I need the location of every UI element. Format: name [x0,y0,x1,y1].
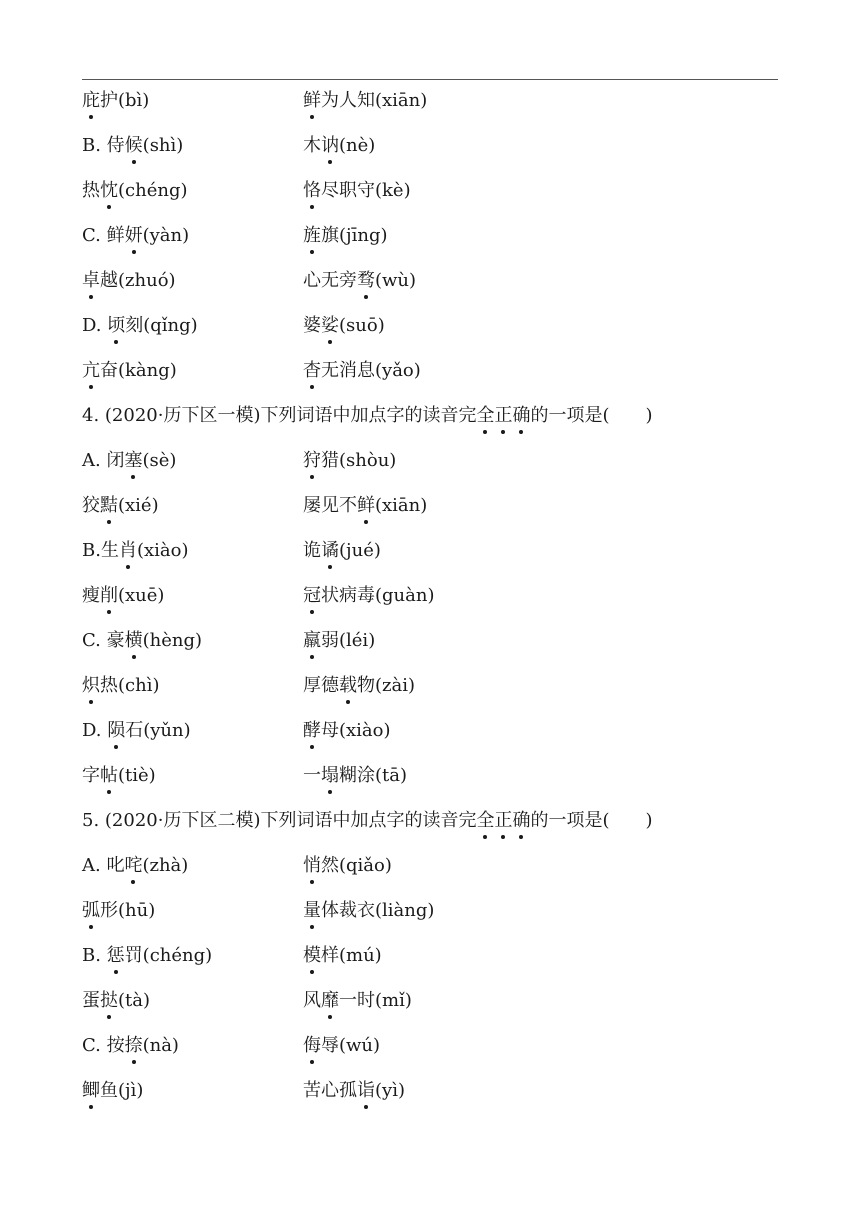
dotted-char: 确 [512,401,530,431]
right-word [303,311,385,341]
text-run: 苦心孤 [303,1080,357,1101]
text-run: (suō) [339,315,385,336]
dotted-char: 狩 [303,446,321,476]
right-word [303,356,421,386]
text-run: 体裁衣(liàng) [321,900,435,921]
text-run: C. 鲜 [82,225,125,246]
text-run: 物(zài) [357,675,416,696]
text-run: B. [82,945,107,966]
text-run: (sè) [142,450,177,471]
text-run: (shì) [142,135,184,156]
right-word [303,446,396,476]
left-word [82,446,176,476]
text-run: B. 侍 [82,135,125,156]
dotted-char: 黠 [100,491,118,521]
dotted-char: 悄 [303,851,321,881]
question-text [82,401,653,431]
right-word [303,491,427,521]
dotted-char: 鲜 [303,86,321,116]
text-run: A. 闭 [82,450,125,471]
right-word [303,1076,405,1106]
dotted-char: 讷 [321,131,339,161]
left-word [82,1031,179,1061]
text-run: 字 [82,765,100,786]
text-run: 热(chì) [100,675,160,696]
dotted-char: 咤 [124,851,142,881]
dotted-char: 靡 [321,986,339,1016]
text-run: 无消息(yǎo) [321,360,421,381]
dotted-char: 载 [339,671,357,701]
dotted-char: 杳 [303,356,321,386]
text-run: 瘦 [82,585,100,606]
text-run: 辱(wú) [321,1035,381,1056]
right-word [303,626,375,656]
text-run: 奋(kàng) [100,360,177,381]
dotted-char: 冠 [303,581,321,611]
dotted-char: 旌 [303,221,321,251]
text-run: 旗(jīng) [321,225,388,246]
text-run: 4. (2020·历下区一模)下列词语中加点字的读音完 [82,405,477,426]
dotted-char: 正 [494,806,512,836]
text-run: 护(bì) [100,90,150,111]
text-run: 石(yǔn) [125,720,191,741]
header-rule [82,79,778,80]
text-run: 越(zhuó) [100,270,176,291]
text-run: 木 [303,135,321,156]
dotted-char: 侮 [303,1031,321,1061]
text-run: 母(xiào) [321,720,391,741]
dotted-char: 羸 [303,626,321,656]
left-word [82,716,191,746]
dotted-char: 庇 [82,86,100,116]
right-word [303,221,388,251]
dotted-char: 惩 [107,941,125,971]
text-run: 婆 [303,315,321,336]
right-word [303,1031,380,1061]
dotted-char: 塞 [124,446,142,476]
text-run: 刻(qǐng) [125,315,198,336]
dotted-char: 炽 [82,671,100,701]
text-run: B.生 [82,540,119,561]
left-word [82,221,189,251]
text-run: 形(hū) [100,900,156,921]
text-run: (xiān) [375,495,428,516]
right-word [303,131,375,161]
text-run: (zhà) [142,855,189,876]
dotted-char: 妍 [125,221,143,251]
question-text [82,806,653,836]
right-word [303,986,412,1016]
dotted-char: 鲫 [82,1076,100,1106]
dotted-char: 顷 [107,311,125,341]
dotted-char: 全 [476,401,494,431]
text-run: (nè) [339,135,376,156]
text-run: 心无旁 [303,270,357,291]
text-run: 蛋 [82,990,100,1011]
dotted-char: 弧 [82,896,100,926]
right-word [303,536,381,566]
right-word [303,86,427,116]
text-run: C. 豪 [82,630,125,651]
text-run: 风 [303,990,321,1011]
text-run: (xuē) [118,585,165,606]
text-run: 厚德 [303,675,339,696]
left-word [82,266,176,296]
text-run: (hèng) [142,630,202,651]
left-word [82,86,149,116]
left-word [82,311,198,341]
left-word [82,941,212,971]
text-run: A. 叱 [82,855,125,876]
text-run: 狡 [82,495,100,516]
dotted-char: 捺 [125,1031,143,1061]
text-run: 诡 [303,540,321,561]
dotted-char: 挞 [100,986,118,1016]
dotted-char: 横 [125,626,143,656]
text-run: 罚(chéng) [124,945,213,966]
text-run: 为人知(xiān) [321,90,428,111]
text-run: 一时(mǐ) [339,990,412,1011]
left-word [82,131,183,161]
right-word [303,266,416,296]
right-word [303,581,434,611]
left-word [82,986,150,1016]
left-word [82,581,164,611]
dotted-char: 诣 [357,1076,375,1106]
text-run: 一 [303,765,321,786]
right-word [303,671,415,701]
left-word [82,851,188,881]
text-run: (yàn) [142,225,190,246]
text-run: 尽职守(kè) [321,180,411,201]
dotted-char: 帖 [100,761,118,791]
text-run: 5. (2020·历下区二模)下列词语中加点字的读音完 [82,810,477,831]
text-run: (xiào) [136,540,189,561]
dotted-char: 娑 [321,311,339,341]
dotted-char: 亢 [82,356,100,386]
left-word [82,356,177,386]
text-run: 样(mú) [321,945,382,966]
dotted-char: 候 [125,131,143,161]
text-run: 猎(shòu) [321,450,397,471]
text-run: (tiè) [118,765,156,786]
right-word [303,851,392,881]
left-word [82,896,155,926]
text-run: 弱(léi) [321,630,376,651]
text-run: (chéng) [118,180,188,201]
text-run: 糊涂(tā) [339,765,408,786]
left-word [82,176,188,206]
dotted-char: 削 [100,581,118,611]
left-word [82,761,156,791]
dotted-char: 卓 [82,266,100,296]
text-run: (wù) [375,270,417,291]
dotted-char: 陨 [107,716,125,746]
text-run: (nà) [142,1035,179,1056]
left-word [82,626,202,656]
text-run: 热 [82,180,100,201]
text-run: D. [82,720,108,741]
dotted-char: 谲 [321,536,339,566]
text-run: (tà) [118,990,151,1011]
dotted-char: 塌 [321,761,339,791]
dotted-char: 模 [303,941,321,971]
left-word [82,1076,143,1106]
right-word [303,716,391,746]
dotted-char: 酵 [303,716,321,746]
text-run: 的一项是( ) [530,405,653,426]
text-run: 鱼(jì) [100,1080,144,1101]
text-run: 的一项是( ) [530,810,653,831]
text-run: (xié) [118,495,159,516]
text-run: 状病毒(guàn) [321,585,435,606]
text-run: C. 按 [82,1035,125,1056]
left-word [82,536,188,566]
dotted-char: 忱 [100,176,118,206]
text-run: (yì) [375,1080,405,1101]
left-word [82,491,159,521]
dotted-char: 肖 [119,536,137,566]
left-word [82,671,159,701]
dotted-char: 恪 [303,176,321,206]
text-run: (jué) [339,540,381,561]
dotted-char: 确 [512,806,530,836]
right-word [303,941,382,971]
right-word [303,176,411,206]
text-run: D. [82,315,108,336]
dotted-char: 正 [494,401,512,431]
text-run: 然(qiǎo) [321,855,392,876]
dotted-char: 全 [476,806,494,836]
dotted-char: 量 [303,896,321,926]
dotted-char: 骛 [357,266,375,296]
dotted-char: 鲜 [357,491,375,521]
right-word [303,761,407,791]
text-run: 屡见不 [303,495,357,516]
right-word [303,896,434,926]
